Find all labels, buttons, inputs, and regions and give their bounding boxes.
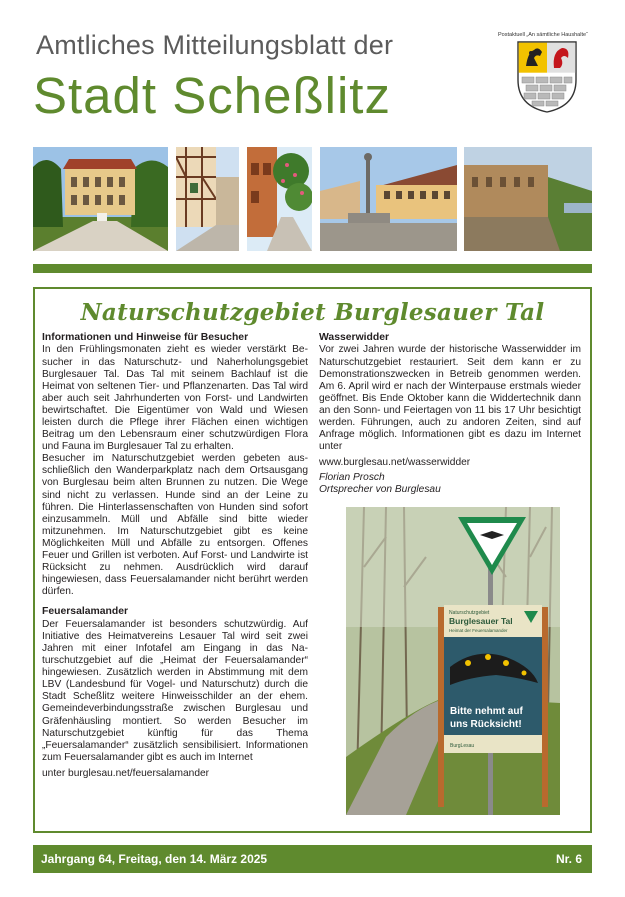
masthead-subtitle: Amtliches Mitteilungsblatt der bbox=[36, 30, 394, 60]
article-frame bbox=[33, 287, 592, 833]
sign-kicker: Naturschutzgebiet bbox=[449, 610, 490, 616]
half-timbered-street-photo-icon bbox=[176, 147, 239, 251]
sign-slogan-line1: Bitte nehmt auf bbox=[450, 706, 523, 717]
flowered-lane-photo-icon bbox=[247, 147, 312, 251]
paragraph-fire-salamander: Der Feuersalamander ist besonders schutzwürdig. Auf Initiative des Heimatvereins Lesauer Tal wird seit zwei Jahren mit einer Infotafel am Eingang in das Naturschutzgebiet auf die „Heimat der Feuersalamander“ hingewiesen. Zusätzlich werden in Abstimmung mit dem LBV (Landesbund für Vogel- und Naturschutz) durch die Stadt Scheßlitz weitere Hinweisschilder an der ehem. Gemeindeverbindungsstraße zwischen Burglesau und Gräfenhäusling montiert. So werden Besucher im Naturschutzgebiet künftig für das Thema „Feuersalamander“ zusätzlich sensibilisiert. Informationen zum Feuersalamander gibt es auch im Internet bbox=[42, 618, 308, 763]
coat-of-arms-area bbox=[498, 32, 598, 38]
link-feuersalamander[interactable]: unter burglesau.net/feuersalamander bbox=[42, 767, 210, 779]
section-title-water-ram: Wasserwidder bbox=[319, 332, 390, 343]
photo-castle-ruin bbox=[464, 147, 592, 251]
postal-note: Postaktuell „An sämtliche Haushalte“ bbox=[498, 32, 588, 38]
sign-title: Burglesauer Tal bbox=[449, 616, 513, 626]
photo-half-timbered-street bbox=[176, 147, 239, 251]
author-name: Florian Prosch bbox=[319, 472, 385, 484]
footer-bar bbox=[33, 845, 592, 873]
issue-number: Nr. 6 bbox=[555, 852, 582, 866]
castle-ruin-photo-icon bbox=[464, 147, 592, 251]
nature-reserve-sign-photo bbox=[346, 507, 560, 815]
left-column bbox=[42, 332, 308, 780]
coat-of-arms-icon bbox=[516, 40, 578, 114]
castle-manor-photo-icon bbox=[33, 147, 168, 251]
reserve-sign-photo-icon bbox=[346, 507, 560, 815]
sign-slogan-line2: uns Rücksicht! bbox=[450, 719, 522, 730]
masthead-title: Stadt Scheßlitz bbox=[33, 67, 391, 124]
right-column bbox=[319, 332, 581, 497]
section-title-visitor-info: Informationen und Hinweise für Besucher bbox=[42, 332, 249, 343]
link-wasserwidder[interactable]: www.burglesau.net/wasserwidder bbox=[319, 457, 471, 469]
sign-logo-text: BurgLesau bbox=[450, 743, 475, 749]
photo-town-square bbox=[320, 147, 457, 251]
paragraph-visitor-rules: Besucher im Naturschutzgebiet werden gebeten ausschließlich den Wanderparkplatz nach dem Ortsausgang von Burglesau beim alten Brunnen zu nutzen. Die Wege sind nicht zu verlassen. Hunde sind an der Leine zu führen. Die Hinterlassenschaften von Hunden sind sofort einzusammeln. Müll und Abfälle sind bitte wieder mitzunehmen. Im Naturschutzgebiet gibt es keine Möglichkeiten Müll und Abfälle zu entsorgen. Offenes Feuer und Grillen ist verboten. Auf Forst- und Landwirte ist Rücksicht zu nehmen. Ausdrücklich wird darauf hingewiesen, dass Feuersalamander nicht berührt werden dürfen. bbox=[42, 453, 308, 598]
photo-flowered-lane bbox=[247, 147, 312, 251]
sign-subtitle: Heimat der Feuersalamander bbox=[449, 628, 508, 633]
article-headline: Naturschutzgebiet Burglesauer Tal bbox=[80, 299, 545, 326]
author-role: Ortsprecher von Burglesau bbox=[319, 484, 441, 496]
photo-castle-manor bbox=[33, 147, 168, 251]
paragraph-spring-visitors: In den Frühlingsmonaten zieht es wieder verstärkt Besucher in das Naturschutz- und Naherholungsgebiet Burglesauer Tal. Das Tal mit seinem Bachlauf ist die Heimat von seltenen Tier- und Pflanzenarten. Das Tal wird aber auch seit Jahrhunderten von Forst- und Landwirten bewirtschaftet. Die Eigentümer von Wald und Wiesen leisten durch die Pflege ihrer Flächen einen wichtigen Beitrag um den Lebensraum einer schutzwürdigen Flora und Fauna im Burglesauer Tal zu erhalten. bbox=[42, 344, 308, 453]
paragraph-water-ram: Vor zwei Jahren wurde der historische Wasserwidder im Naturschutzgebiet restauriert. Seit dem kann er zu Demonstrationszwecken in Betreib genommen werden. Am 6. April wird er nach der Winterpause erstmals wieder geöffnet. Bis Ende Oktober kann die Widdertechnik dann an den Sonn- und Feiertagen von 11 bis 17 Uhr besichtigt werden. Führungen, auch zu andoren Zeiten, sind auf Anfrage möglich. Informationen gibt es dazu im Internet unter bbox=[319, 344, 581, 453]
section-title-fire-salamander: Feuersalamander bbox=[42, 606, 129, 618]
issue-info: Jahrgang 64, Freitag, den 14. März 2025 bbox=[41, 852, 268, 866]
town-square-fountain-photo-icon bbox=[320, 147, 457, 251]
divider-bar bbox=[33, 264, 592, 273]
